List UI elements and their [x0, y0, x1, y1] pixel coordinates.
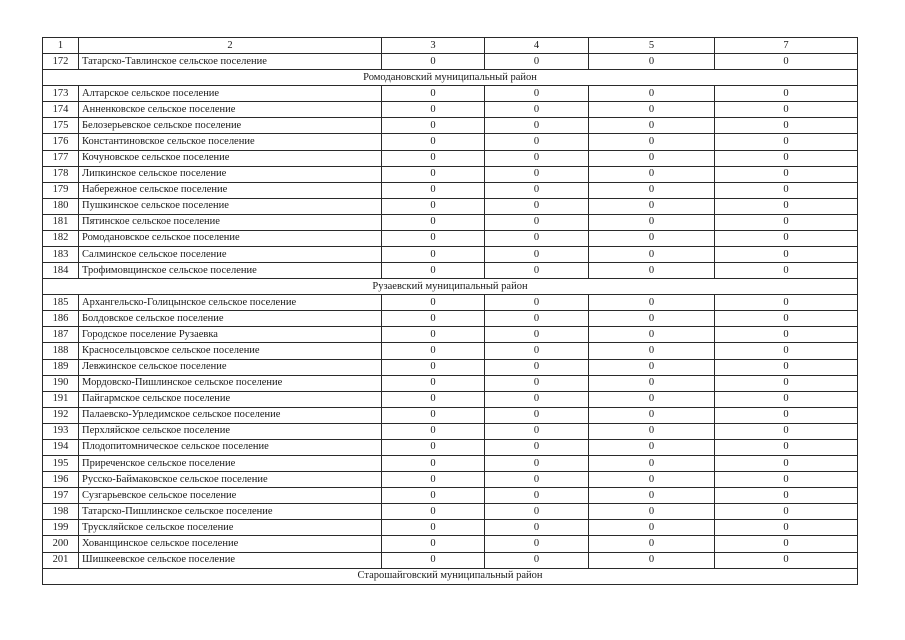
value-cell: 0 — [485, 311, 589, 327]
row-number: 182 — [43, 230, 79, 246]
value-cell: 0 — [485, 552, 589, 568]
value-cell: 0 — [589, 375, 715, 391]
settlement-name: Плодопитомническое сельское поселение — [79, 439, 382, 455]
value-cell: 0 — [589, 439, 715, 455]
settlement-name: Кочуновское сельское поселение — [79, 150, 382, 166]
value-cell: 0 — [589, 166, 715, 182]
value-cell: 0 — [715, 214, 858, 230]
table-row — [43, 134, 858, 150]
value-cell: 0 — [382, 375, 485, 391]
value-cell: 0 — [485, 536, 589, 552]
settlement-name: Татарско-Тавлинское сельское поселение — [79, 54, 382, 70]
row-number: 187 — [43, 327, 79, 343]
table-row — [43, 102, 858, 118]
value-cell: 0 — [485, 504, 589, 520]
settlement-name: Красносельцовское сельское поселение — [79, 343, 382, 359]
row-number: 198 — [43, 504, 79, 520]
settlement-name: Пятинское сельское поселение — [79, 214, 382, 230]
district-heading: Ромодановский муниципальный район — [43, 70, 858, 86]
value-cell: 0 — [485, 295, 589, 311]
table-row — [43, 407, 858, 423]
value-cell: 0 — [485, 182, 589, 198]
row-number: 188 — [43, 343, 79, 359]
header-cell: 4 — [485, 38, 589, 54]
row-number: 172 — [43, 54, 79, 70]
value-cell: 0 — [715, 472, 858, 488]
value-cell: 0 — [715, 86, 858, 102]
district-heading-row — [43, 279, 858, 295]
value-cell: 0 — [715, 311, 858, 327]
table-row — [43, 263, 858, 279]
value-cell: 0 — [715, 375, 858, 391]
value-cell: 0 — [485, 198, 589, 214]
value-cell: 0 — [485, 134, 589, 150]
value-cell: 0 — [382, 263, 485, 279]
value-cell: 0 — [382, 536, 485, 552]
value-cell: 0 — [715, 102, 858, 118]
value-cell: 0 — [589, 536, 715, 552]
settlement-name: Левжинское сельское поселение — [79, 359, 382, 375]
value-cell: 0 — [715, 552, 858, 568]
value-cell: 0 — [589, 295, 715, 311]
settlement-name: Хованщинское сельское поселение — [79, 536, 382, 552]
settlement-name: Шишкеевское сельское поселение — [79, 552, 382, 568]
settlement-name: Болдовское сельское поселение — [79, 311, 382, 327]
value-cell: 0 — [589, 520, 715, 536]
value-cell: 0 — [715, 423, 858, 439]
row-number: 191 — [43, 391, 79, 407]
value-cell: 0 — [589, 214, 715, 230]
value-cell: 0 — [715, 343, 858, 359]
settlement-name: Перхляйское сельское поселение — [79, 423, 382, 439]
settlement-name: Белозерьевское сельское поселение — [79, 118, 382, 134]
value-cell: 0 — [485, 439, 589, 455]
value-cell: 0 — [382, 134, 485, 150]
value-cell: 0 — [485, 166, 589, 182]
value-cell: 0 — [715, 504, 858, 520]
table-row — [43, 86, 858, 102]
value-cell: 0 — [382, 472, 485, 488]
row-number: 184 — [43, 263, 79, 279]
row-number: 178 — [43, 166, 79, 182]
district-heading: Рузаевский муниципальный район — [43, 279, 858, 295]
value-cell: 0 — [382, 456, 485, 472]
value-cell: 0 — [715, 166, 858, 182]
value-cell: 0 — [382, 118, 485, 134]
table-row — [43, 536, 858, 552]
row-number: 173 — [43, 86, 79, 102]
row-number: 197 — [43, 488, 79, 504]
value-cell: 0 — [715, 327, 858, 343]
value-cell: 0 — [589, 488, 715, 504]
settlement-name: Приреченское сельское поселение — [79, 456, 382, 472]
value-cell: 0 — [589, 327, 715, 343]
value-cell: 0 — [485, 488, 589, 504]
value-cell: 0 — [382, 198, 485, 214]
row-number: 195 — [43, 456, 79, 472]
table-row — [43, 343, 858, 359]
value-cell: 0 — [589, 150, 715, 166]
value-cell: 0 — [589, 102, 715, 118]
table-row — [43, 214, 858, 230]
header-cell: 1 — [43, 38, 79, 54]
value-cell: 0 — [485, 359, 589, 375]
value-cell: 0 — [382, 504, 485, 520]
header-cell: 3 — [382, 38, 485, 54]
value-cell: 0 — [715, 407, 858, 423]
table-row — [43, 247, 858, 263]
value-cell: 0 — [589, 198, 715, 214]
value-cell: 0 — [589, 552, 715, 568]
table-row — [43, 375, 858, 391]
value-cell: 0 — [382, 54, 485, 70]
value-cell: 0 — [382, 182, 485, 198]
value-cell: 0 — [715, 230, 858, 246]
value-cell: 0 — [715, 536, 858, 552]
table-row — [43, 182, 858, 198]
value-cell: 0 — [485, 263, 589, 279]
value-cell: 0 — [715, 439, 858, 455]
table-row — [43, 552, 858, 568]
value-cell: 0 — [382, 102, 485, 118]
value-cell: 0 — [715, 488, 858, 504]
value-cell: 0 — [382, 295, 485, 311]
value-cell: 0 — [382, 86, 485, 102]
settlement-name: Пайгармское сельское поселение — [79, 391, 382, 407]
value-cell: 0 — [589, 311, 715, 327]
table-row — [43, 359, 858, 375]
settlement-name: Салминское сельское поселение — [79, 247, 382, 263]
value-cell: 0 — [589, 343, 715, 359]
header-cell: 7 — [715, 38, 858, 54]
value-cell: 0 — [485, 230, 589, 246]
value-cell: 0 — [382, 311, 485, 327]
table-row — [43, 504, 858, 520]
value-cell: 0 — [589, 423, 715, 439]
value-cell: 0 — [715, 198, 858, 214]
row-number: 175 — [43, 118, 79, 134]
value-cell: 0 — [382, 166, 485, 182]
table-row — [43, 520, 858, 536]
settlement-name: Алтарское сельское поселение — [79, 86, 382, 102]
header-cell: 2 — [79, 38, 382, 54]
row-number: 185 — [43, 295, 79, 311]
value-cell: 0 — [382, 391, 485, 407]
value-cell: 0 — [382, 488, 485, 504]
row-number: 180 — [43, 198, 79, 214]
value-cell: 0 — [589, 456, 715, 472]
row-number: 177 — [43, 150, 79, 166]
value-cell: 0 — [485, 407, 589, 423]
value-cell: 0 — [715, 247, 858, 263]
value-cell: 0 — [715, 182, 858, 198]
value-cell: 0 — [485, 247, 589, 263]
table-row — [43, 311, 858, 327]
value-cell: 0 — [485, 214, 589, 230]
value-cell: 0 — [382, 407, 485, 423]
value-cell: 0 — [382, 150, 485, 166]
table-row — [43, 472, 858, 488]
table-row — [43, 230, 858, 246]
value-cell: 0 — [382, 230, 485, 246]
value-cell: 0 — [382, 247, 485, 263]
value-cell: 0 — [485, 327, 589, 343]
value-cell: 0 — [589, 504, 715, 520]
value-cell: 0 — [382, 552, 485, 568]
settlement-name: Русско-Баймаковское сельское поселение — [79, 472, 382, 488]
value-cell: 0 — [589, 54, 715, 70]
row-number: 201 — [43, 552, 79, 568]
header-row — [43, 38, 858, 54]
settlement-name: Ромодановское сельское поселение — [79, 230, 382, 246]
value-cell: 0 — [589, 134, 715, 150]
table-row — [43, 327, 858, 343]
settlement-name: Пушкинское сельское поселение — [79, 198, 382, 214]
district-heading: Старошайговский муниципальный район — [43, 568, 858, 584]
settlement-name: Трофимовщинское сельское поселение — [79, 263, 382, 279]
value-cell: 0 — [485, 472, 589, 488]
value-cell: 0 — [589, 118, 715, 134]
value-cell: 0 — [589, 407, 715, 423]
value-cell: 0 — [715, 359, 858, 375]
value-cell: 0 — [485, 520, 589, 536]
value-cell: 0 — [485, 391, 589, 407]
value-cell: 0 — [485, 86, 589, 102]
table-row — [43, 150, 858, 166]
value-cell: 0 — [382, 327, 485, 343]
settlement-name: Татарско-Пишлинское сельское поселение — [79, 504, 382, 520]
value-cell: 0 — [485, 102, 589, 118]
value-cell: 0 — [382, 520, 485, 536]
value-cell: 0 — [485, 54, 589, 70]
row-number: 199 — [43, 520, 79, 536]
settlement-name: Архангельско-Голицынское сельское поселение — [79, 295, 382, 311]
table-row — [43, 439, 858, 455]
district-heading-row — [43, 568, 858, 584]
value-cell: 0 — [589, 182, 715, 198]
value-cell: 0 — [485, 375, 589, 391]
value-cell: 0 — [715, 391, 858, 407]
value-cell: 0 — [715, 263, 858, 279]
settlement-name: Набережное сельское поселение — [79, 182, 382, 198]
value-cell: 0 — [589, 391, 715, 407]
table-row — [43, 295, 858, 311]
row-number: 194 — [43, 439, 79, 455]
value-cell: 0 — [485, 150, 589, 166]
settlement-name: Мордовско-Пишлинское сельское поселение — [79, 375, 382, 391]
value-cell: 0 — [382, 359, 485, 375]
row-number: 190 — [43, 375, 79, 391]
table-row — [43, 423, 858, 439]
table-row — [43, 488, 858, 504]
settlement-name: Анненковское сельское поселение — [79, 102, 382, 118]
district-heading-row — [43, 70, 858, 86]
value-cell: 0 — [715, 456, 858, 472]
value-cell: 0 — [485, 456, 589, 472]
value-cell: 0 — [715, 118, 858, 134]
value-cell: 0 — [589, 263, 715, 279]
settlement-name: Городское поселение Рузаевка — [79, 327, 382, 343]
value-cell: 0 — [589, 472, 715, 488]
value-cell: 0 — [382, 439, 485, 455]
value-cell: 0 — [589, 247, 715, 263]
header-cell: 5 — [589, 38, 715, 54]
value-cell: 0 — [589, 86, 715, 102]
row-number: 193 — [43, 423, 79, 439]
settlement-name: Сузгарьевское сельское поселение — [79, 488, 382, 504]
settlement-name: Трускляйское сельское поселение — [79, 520, 382, 536]
value-cell: 0 — [589, 359, 715, 375]
value-cell: 0 — [715, 54, 858, 70]
value-cell: 0 — [715, 150, 858, 166]
row-number: 176 — [43, 134, 79, 150]
row-number: 181 — [43, 214, 79, 230]
table-row — [43, 54, 858, 70]
value-cell: 0 — [485, 118, 589, 134]
row-number: 189 — [43, 359, 79, 375]
settlement-name: Палаевско-Урледимское сельское поселение — [79, 407, 382, 423]
settlements-table — [42, 37, 858, 585]
table-row — [43, 166, 858, 182]
table-row — [43, 456, 858, 472]
value-cell: 0 — [715, 295, 858, 311]
row-number: 200 — [43, 536, 79, 552]
value-cell: 0 — [485, 343, 589, 359]
settlement-name: Липкинское сельское поселение — [79, 166, 382, 182]
row-number: 174 — [43, 102, 79, 118]
table-row — [43, 198, 858, 214]
row-number: 196 — [43, 472, 79, 488]
value-cell: 0 — [715, 520, 858, 536]
value-cell: 0 — [715, 134, 858, 150]
row-number: 192 — [43, 407, 79, 423]
value-cell: 0 — [485, 423, 589, 439]
value-cell: 0 — [382, 423, 485, 439]
row-number: 186 — [43, 311, 79, 327]
value-cell: 0 — [589, 230, 715, 246]
settlement-name: Константиновское сельское поселение — [79, 134, 382, 150]
table-row — [43, 118, 858, 134]
row-number: 179 — [43, 182, 79, 198]
table-row — [43, 391, 858, 407]
value-cell: 0 — [382, 343, 485, 359]
row-number: 183 — [43, 247, 79, 263]
value-cell: 0 — [382, 214, 485, 230]
